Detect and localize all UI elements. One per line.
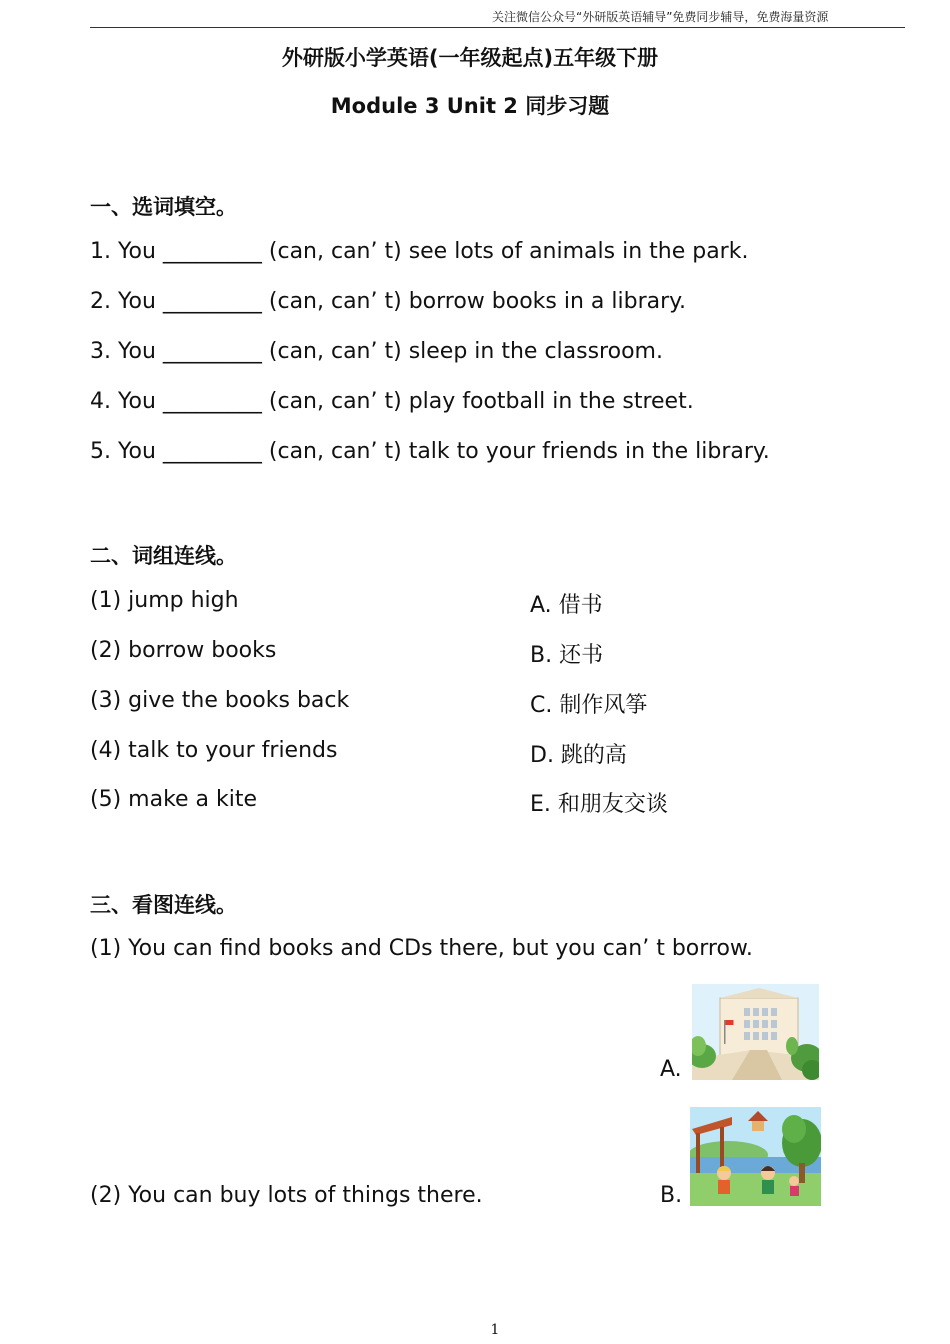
section-3-heading: 三、看图连线。 bbox=[90, 893, 237, 917]
phrase-right-b: B. 还书 bbox=[530, 643, 604, 668]
phrase-left-2: (2) borrow books bbox=[90, 638, 277, 663]
fill-blank-item-3: 3. You _________ (can, can’ t) sleep in the classroom. bbox=[90, 339, 663, 364]
phrase-left-1: (1) jump high bbox=[90, 588, 239, 613]
park-children-picture bbox=[690, 1107, 821, 1206]
phrase-left-5: (5) make a kite bbox=[90, 787, 258, 812]
fill-blank-item-4: 4. You _________ (can, can’ t) play football in the street. bbox=[90, 389, 694, 414]
fill-blank-item-5: 5. You _________ (can, can’ t) talk to your friends in the library. bbox=[90, 439, 770, 464]
section-1-heading: 一、选词填空。 bbox=[90, 195, 237, 219]
phrase-right-a: A. 借书 bbox=[530, 593, 603, 618]
fill-blank-item-1: 1. You _________ (can, can’ t) see lots of animals in the park. bbox=[90, 239, 749, 264]
header-note: 关注微信公众号“外研版英语辅导”免费同步辅导，免费海量资源 bbox=[492, 10, 829, 24]
phrase-left-3: (3) give the books back bbox=[90, 688, 350, 713]
picture-match-question-2: (2) You can buy lots of things there. bbox=[90, 1183, 483, 1208]
phrase-left-4: (4) talk to your friends bbox=[90, 738, 338, 763]
header-divider bbox=[90, 27, 905, 28]
phrase-right-c: C. 制作风筝 bbox=[530, 693, 648, 718]
page-number: 1 bbox=[490, 1322, 500, 1338]
school-building-picture bbox=[692, 984, 819, 1080]
picture-label-a: A. bbox=[660, 1057, 682, 1082]
picture-match-question-1: (1) You can find books and CDs there, but you can’ t borrow. bbox=[90, 936, 753, 961]
picture-label-b: B. bbox=[660, 1183, 683, 1208]
worksheet-subtitle: Module 3 Unit 2 同步习题 bbox=[330, 94, 610, 118]
fill-blank-item-2: 2. You _________ (can, can’ t) borrow books in a library. bbox=[90, 289, 687, 314]
phrase-right-e: E. 和朋友交谈 bbox=[530, 792, 668, 817]
worksheet-title: 外研版小学英语(一年级起点)五年级下册 bbox=[281, 46, 659, 70]
phrase-right-d: D. 跳的高 bbox=[530, 743, 627, 768]
section-2-heading: 二、词组连线。 bbox=[90, 544, 237, 568]
